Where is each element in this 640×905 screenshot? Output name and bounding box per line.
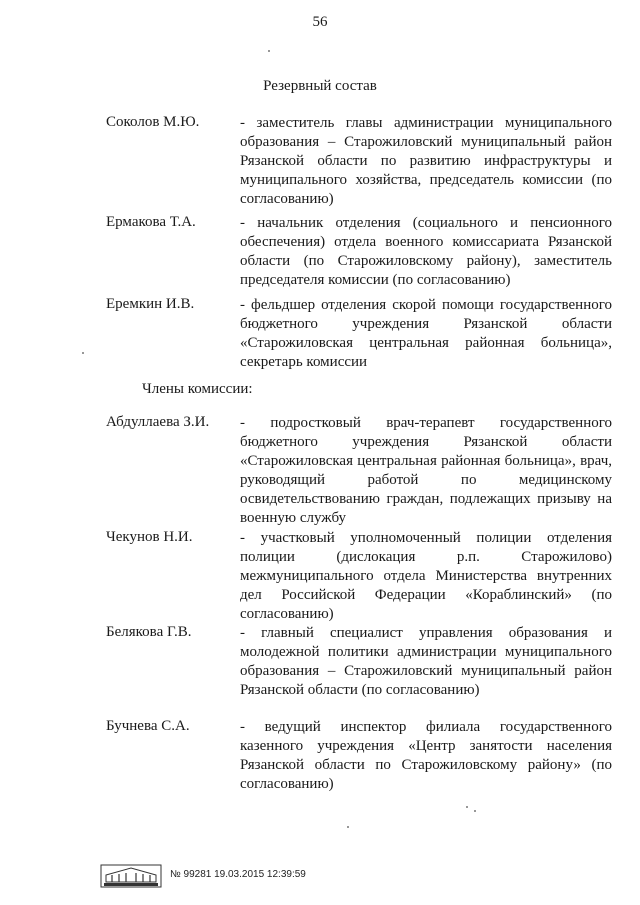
- person-position: - заместитель главы администрации муниципального образования – Старожиловский муниципальный район Рязанской области по развитию инфраструктуры и муниципального хозяйства, председатель комиссии (по согласованию): [240, 115, 612, 207]
- person-position: - ведущий инспектор филиала государственного казенного учреждения «Центр занятости населения Рязанской области по Старожиловскому району» (по согласованию): [240, 719, 612, 792]
- document-footer: [100, 864, 400, 888]
- page-number: 56: [312, 14, 328, 30]
- person-name: Соколов М.Ю.: [106, 114, 200, 130]
- members-section-title: Члены комиссии:: [142, 381, 253, 397]
- person-name: Еремкин И.В.: [106, 296, 195, 312]
- person-position: - фельдшер отделения скорой помощи государственного бюджетного учреждения Рязанской области «Старожиловская центральная районная больница», секретарь комиссии: [240, 297, 612, 370]
- person-name: Белякова Г.В.: [106, 624, 192, 640]
- registration-stamp: № 99281 19.03.2015 12:39:59: [170, 869, 306, 880]
- scan-speck: [82, 352, 84, 354]
- scan-speck: [347, 826, 349, 828]
- person-name: Бучнева С.А.: [106, 718, 190, 734]
- scan-speck: [466, 806, 468, 808]
- person-name: Абдуллаева З.И.: [106, 414, 210, 430]
- person-position: - подростковый врач-терапевт государственного бюджетного учреждения Рязанской области «Старожиловская центральная районная больница», врач, руководящий работой по медицинскому освидетельствованию граждан, подлежащих призыву на военную службу: [240, 415, 612, 526]
- person-position: - участковый уполномоченный полиции отделения полиции (дислокация р.п. Старожилово) межмуниципального отдела Министерства внутренних дел Российской Федерации «Кораблинский» (по согласованию): [240, 530, 612, 622]
- person-name: Ермакова Т.А.: [106, 214, 196, 230]
- person-position: - главный специалист управления образования и молодежной политики администрации муниципального образования – Старожиловский муниципальный район Рязанской области (по согласованию): [240, 625, 612, 698]
- reserve-section-title: Резервный состав: [263, 78, 377, 94]
- person-position: - начальник отделения (социального и пенсионного обеспечения) отдела военного комиссариата Рязанской области (по Старожиловскому району), заместитель председателя комиссии (по согласованию): [240, 215, 612, 288]
- person-name: Чекунов Н.И.: [106, 529, 193, 545]
- scan-speck: [474, 810, 476, 812]
- government-building-seal-icon: [100, 864, 162, 888]
- scan-speck: [268, 50, 270, 52]
